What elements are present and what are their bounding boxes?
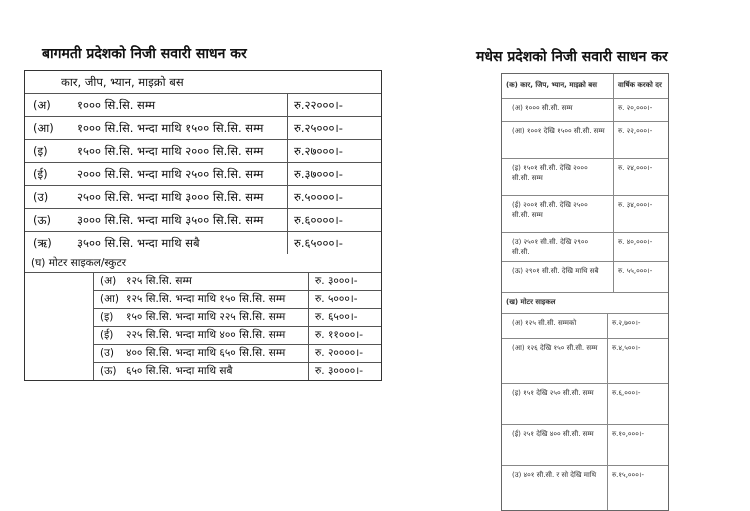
tax-amount: रु.२५०००।- xyxy=(287,117,381,139)
vehicle-capacity-cell xyxy=(25,209,287,231)
motorcycle-section-header: (ख) मोटर साइकल xyxy=(502,293,668,314)
row-description: ३५०० सि.सि. भन्दा माथि सबै xyxy=(77,236,200,250)
motorcycle-rows xyxy=(93,273,381,380)
row-code: (आ) xyxy=(100,293,119,305)
tax-amount: रु.१०,०००।- xyxy=(612,430,645,438)
table-row xyxy=(502,384,668,425)
right-page-title: मधेस प्रदेशको निजी सवारी साधन कर xyxy=(476,49,668,65)
row-description: १००० सि.सि. सम्म xyxy=(77,98,156,112)
row-code: (उ) xyxy=(33,190,49,204)
tax-amount: रु.२,७००।- xyxy=(612,319,641,327)
table-row xyxy=(502,122,668,159)
table-row xyxy=(25,94,381,117)
table-row xyxy=(94,291,381,309)
row-description: १२५ सि.सि. भन्दा माथि १५० सि.सि. सम्म xyxy=(126,293,286,305)
tax-amount: रु. ४०,०००।- xyxy=(618,238,653,246)
row-code: (अ) xyxy=(33,98,51,112)
row-description: १२५ सि.सि. सम्म xyxy=(126,275,192,287)
tax-amount: रु. २००००।- xyxy=(308,345,381,362)
vehicle-capacity-cell xyxy=(25,94,287,116)
tax-amount: रु.३७०००।- xyxy=(287,163,381,185)
row-description: २२५ सि.सि. भन्दा माथि ४०० सि.सि. सम्म xyxy=(126,329,286,341)
motorcycle-category-header: (घ) मोटर साइकल/स्कुटर xyxy=(25,254,381,273)
vehicle-capacity-cell xyxy=(94,327,308,344)
table-row xyxy=(25,232,381,254)
row-code: (ऊ) xyxy=(33,213,52,227)
row-code: (इ) xyxy=(33,144,48,158)
tax-amount: रु. ३४,०००।- xyxy=(618,201,653,209)
tax-amount: रु.६५०००।- xyxy=(287,232,381,254)
car-rows xyxy=(25,94,381,254)
row-code: (उ) xyxy=(100,347,114,359)
tax-amount: रु. २४,०००।- xyxy=(618,164,653,172)
row-description: (इ) १५१ देखि २५० सी.सी. सम्म xyxy=(502,384,608,424)
vehicle-capacity-cell xyxy=(25,163,287,185)
motorcycle-rows xyxy=(502,314,668,510)
tax-amount: रु. ५५,०००।- xyxy=(618,267,653,275)
table-row xyxy=(25,163,381,186)
row-description: (अ) १००० सी.सी. सम्म xyxy=(502,99,614,121)
rate-column-header: वार्षिक करको दर xyxy=(618,81,662,89)
vehicle-capacity-cell xyxy=(25,140,287,162)
row-description: (ई) २५१ देखि ४०० सी.सी. सम्म xyxy=(502,425,608,465)
table-row xyxy=(25,186,381,209)
table-row xyxy=(25,117,381,140)
row-description: (ऊ) २९०१ सी.सी. देखि माथि सबै xyxy=(502,262,614,292)
tax-amount: रु. ११०००।- xyxy=(308,327,381,344)
tax-amount: रु. ३००००।- xyxy=(308,363,381,380)
vehicle-capacity-cell xyxy=(25,117,287,139)
row-description: (उ) २५०१ सी.सी. देखि २९०० सी.सी. xyxy=(502,233,614,261)
table-row xyxy=(502,425,668,466)
row-description: १५०० सि.सि. भन्दा माथि २००० सि.सि. सम्म xyxy=(77,144,264,158)
table-row xyxy=(94,309,381,327)
tax-amount: रु.६००००।- xyxy=(287,209,381,231)
tax-amount: रु.५००००।- xyxy=(287,186,381,208)
table-row xyxy=(502,99,668,122)
vehicle-capacity-cell xyxy=(94,309,308,326)
tax-amount: रु.४,५००।- xyxy=(612,344,641,352)
table-row xyxy=(502,159,668,196)
table-row xyxy=(502,233,668,262)
row-code: (ऋ) xyxy=(33,236,52,250)
table-row xyxy=(25,209,381,232)
tax-amount: रु.२२०००।- xyxy=(287,94,381,116)
table-row xyxy=(502,196,668,233)
table-row xyxy=(502,314,668,339)
tax-amount: रु. ५०००।- xyxy=(308,291,381,308)
table-row xyxy=(94,327,381,345)
table-row xyxy=(25,140,381,163)
tax-amount: रु.२७०००।- xyxy=(287,140,381,162)
row-description: (ई) २००१ सी.सी. देखि २५०० सी.सी. सम्म xyxy=(502,196,614,232)
row-description: २५०० सि.सि. भन्दा माथि ३००० सि.सि. सम्म xyxy=(77,190,264,204)
row-code: (इ) xyxy=(100,311,114,323)
vehicle-capacity-cell xyxy=(94,363,308,380)
tax-amount: रु. २२,०००।- xyxy=(618,127,653,135)
tax-amount: रु. ३०००।- xyxy=(308,273,381,290)
car-category-header: कार, जीप, भ्यान, माइक्रो बस xyxy=(25,71,381,94)
row-code: (अ) xyxy=(100,275,117,287)
vehicle-column-header: (क) कार, जिप, भ्यान, माइक्रो बस xyxy=(502,74,614,98)
vehicle-capacity-cell xyxy=(94,345,308,362)
tax-amount: रु. २०,०००।- xyxy=(618,104,653,112)
row-description: १००० सि.सि. भन्दा माथि १५०० सि.सि. सम्म xyxy=(77,121,264,135)
table-row xyxy=(94,273,381,291)
tax-amount: रु.१५,०००।- xyxy=(612,471,645,479)
row-description: (आ) १२६ देखि १५० सी.सी. सम्म xyxy=(502,339,608,383)
row-code: (आ) xyxy=(33,121,54,135)
table-row xyxy=(502,262,668,293)
tax-amount: रु.६,०००।- xyxy=(612,389,641,397)
madhesh-tax-table xyxy=(501,73,669,511)
row-description: (अ) १२५ सी.सी. सम्मको xyxy=(502,314,608,338)
bagmati-tax-table xyxy=(24,70,382,381)
row-description: २००० सि.सि. भन्दा माथि २५०० सि.सि. सम्म xyxy=(77,167,264,181)
row-description: ४०० सि.सि. भन्दा माथि ६५० सि.सि. सम्म xyxy=(126,347,286,359)
row-description: (आ) १००१ देखि १५०० सी.सी. सम्म xyxy=(502,122,614,158)
table-row xyxy=(502,466,668,510)
table-row xyxy=(94,345,381,363)
row-description: ३००० सि.सि. भन्दा माथि ३५०० सि.सि. सम्म xyxy=(77,213,264,227)
row-code: (ई) xyxy=(33,167,48,181)
row-code: (ई) xyxy=(100,329,114,341)
car-rows xyxy=(502,99,668,293)
vehicle-capacity-cell xyxy=(94,291,308,308)
table-header-row xyxy=(502,74,668,99)
vehicle-capacity-cell xyxy=(25,232,287,254)
left-page-title: बागमती प्रदेशको निजी सवारी साधन कर xyxy=(42,46,247,62)
row-description: ६५० सि.सि. भन्दा माथि सबै xyxy=(126,365,233,377)
tax-amount: रु. ६५००।- xyxy=(308,309,381,326)
row-description: (इ) १५०१ सी.सी. देखि २००० सी.सी. सम्म xyxy=(502,159,614,195)
row-description: १५० सि.सि. भन्दा माथि २२५ सि.सि. सम्म xyxy=(126,311,286,323)
table-row xyxy=(502,339,668,384)
table-row xyxy=(94,363,381,380)
vehicle-capacity-cell xyxy=(94,273,308,290)
vehicle-capacity-cell xyxy=(25,186,287,208)
row-description: (उ) ४०१ सी.सी. र सो देखि माथि xyxy=(502,466,608,510)
row-code: (ऊ) xyxy=(100,365,117,377)
